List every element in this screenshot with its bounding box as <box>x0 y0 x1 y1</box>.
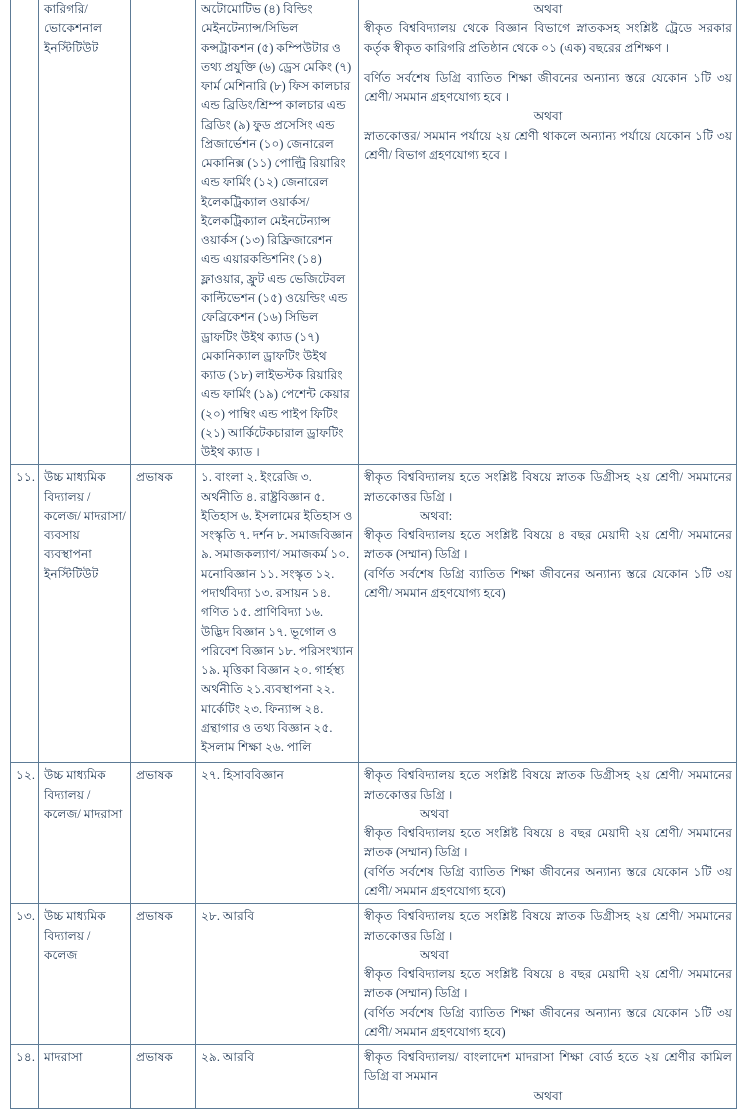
table-row <box>11 904 737 1045</box>
qual-line-or-1: অথবা <box>420 806 449 821</box>
cell-qualification <box>359 465 737 763</box>
cell-institution: কারিগরি/ ভোকেশনাল ইনস্টিটিউট <box>39 0 131 465</box>
qual-line-body-3: স্নাতকোত্তর/ সমমান পর্যায়ে ২য় শ্রেণী থাকলে অন্যান্য পর্যায়ে যেকোন ১টি ৩য় শ্রেণী/ বিভাগ গ্রহণযোগ্য হবে । <box>364 128 732 162</box>
cell-qualification <box>359 1045 737 1109</box>
qual-line-body-2: স্বীকৃত বিশ্ববিদ্যালয় হতে সংশ্লিষ্ট বিষয়ে ৪ বছর মেয়াদী ২য় শ্রেণী/ সমমানের স্নাতক (সম্মান) ডিগ্রি । <box>364 528 732 562</box>
cell-subjects: ২৯. আরবি <box>196 1045 359 1109</box>
qual-line-note: (বর্ণিত সর্বশেষ ডিগ্রি ব্যাতিত শিক্ষা জীবনের অন্যান্য স্তরে যেকোন ১টি ৩য় শ্রেণী/ সমমান গ্রহণযোগ্য হবে) <box>364 864 732 898</box>
cell-qualification <box>359 0 737 465</box>
cell-institution: উচ্চ মাধ্যমিক বিদ্যালয় / কলেজ <box>39 904 131 1045</box>
table-row <box>11 1045 737 1109</box>
qual-line-body-1: স্বীকৃত বিশ্ববিদ্যালয় হতে সংশ্লিষ্ট বিষয়ে স্নাতক ডিগ্রীসহ ২য় শ্রেণী/ সমমানের স্নাতকোত্তর ডিগ্রি । <box>364 768 732 802</box>
qual-line-note: (বর্ণিত সর্বশেষ ডিগ্রি ব্যাতিত শিক্ষা জীবনের অন্যান্য স্তরে যেকোন ১টি ৩য় শ্রেণী/ সমমান গ্রহণযোগ্য হবে) <box>364 566 732 600</box>
qual-line-body-1: স্বীকৃত বিশ্ববিদ্যালয় থেকে বিজ্ঞান বিভাগে স্নাতকসহ সংশ্লিষ্ট ট্রেডে সরকার কর্তৃক স্বীকৃত কারিগরি প্রতিষ্ঠান থেকে ০১ (এক) বছরের প্রশিক্ষণ । <box>364 21 732 55</box>
cell-serial <box>11 0 39 465</box>
qual-line-or-1: অথবা <box>533 2 563 16</box>
cell-post: প্রভাষক <box>131 465 196 763</box>
cell-subjects: ২৮. আরবি <box>196 904 359 1045</box>
cell-institution: উচ্চ মাধ্যমিক বিদ্যালয় / কলেজ/ মাদরাসা <box>39 763 131 904</box>
cell-subjects: অটোমোটিভ (৪) বিল্ডিং মেইনটেন্যান্স/সিভিল কন্সট্রাকশন (৫) কম্পিউটার ও তথ্য প্রযুক্তি (৬) ড্রেস মেকিং (৭) ফার্ম মেশিনারি (৮) ফিস কালচার এন্ড ব্রিডিং/শ্রিম্প কালচার এন্ড ব্রিডিং (৯) ফুড প্রসেসিং এন্ড প্রিজার্ভেশন (১০) জেনারেল মেকানিক্স (১১) পোল্ট্রি রিয়ারিং এন্ড ফার্মিং (১২) জেনারেল ইলেকট্রিক্যাল ওয়ার্কস/ ইলেকট্রিক্যাল মেইনটেন্যান্স ওয়ার্কস (১৩) রিফ্রিজারেশন এন্ড এয়ারকন্ডিশনিং (১৪) ফ্লাওয়ার, ফ্রুট এন্ড ভেজিটেবল কাল্টিভেশন (১৫) ওয়েল্ডিং এন্ড ফেব্রিকেশন (১৬) সিভিল ড্রাফটিং উইথ ক্যাড (১৭) মেকানিক্যাল ড্রাফটিং উইথ ক্যাড (১৮) লাইভস্টক রিয়ারিং এন্ড ফার্মিং (১৯) পেশেন্ট কেয়ার (২০) পাম্বিং এন্ড পাইপ ফিটিং (২১) আর্কিটেকচারাল ড্রাফটিং উইথ ক্যাড । <box>196 0 359 465</box>
cell-serial: ১২. <box>11 763 39 904</box>
table-row <box>11 763 737 904</box>
cell-serial: ১৪. <box>11 1045 39 1109</box>
cell-post <box>131 0 196 465</box>
qual-spacer <box>364 58 732 69</box>
cell-institution: মাদরাসা <box>39 1045 131 1109</box>
table-row <box>11 0 737 465</box>
qual-line-note: (বর্ণিত সর্বশেষ ডিগ্রি ব্যাতিত শিক্ষা জীবনের অন্যান্য স্তরে যেকোন ১টি ৩য় শ্রেণী/ সমমান গ্রহণযোগ্য হবে) <box>364 1005 732 1039</box>
cell-post: প্রভাষক <box>131 1045 196 1109</box>
cell-institution: উচ্চ মাধ্যমিক বিদ্যালয় / কলেজ/ মাদরাসা/ ব্যবসায় ব্যবস্থাপনা ইনস্টিটিউট <box>39 465 131 763</box>
cell-qualification <box>359 763 737 904</box>
qual-line-body-2: বর্ণিত সর্বশেষ ডিগ্রি ব্যাতিত শিক্ষা জীবনের অন্যান্য স্তরে যেকোন ১টি ৩য় শ্রেণী/ সমমান গ্রহণযোগ্য হবে । <box>364 70 732 105</box>
qual-line-or-1: অথবা <box>533 1088 563 1103</box>
cell-qualification <box>359 904 737 1045</box>
cell-serial: ১৩. <box>11 904 39 1045</box>
table-row <box>11 465 737 763</box>
qual-line-body-1: স্বীকৃত বিশ্ববিদ্যালয় হতে সংশ্লিষ্ট বিষয়ে স্নাতক ডিগ্রীসহ ২য় শ্রেণী/ সমমানের স্নাতকোত্তর ডিগ্রি । <box>364 470 732 504</box>
cell-serial: ১১. <box>11 465 39 763</box>
cell-post: প্রভাষক <box>131 904 196 1045</box>
qual-line-or-1: অথবা <box>420 947 449 962</box>
qual-line-body-1: স্বীকৃত বিশ্ববিদ্যালয় হতে সংশ্লিষ্ট বিষয়ে স্নাতক ডিগ্রীসহ ২য় শ্রেণী/ সমমানের স্নাতকোত্তর ডিগ্রি । <box>364 909 732 943</box>
qual-line-or-2: অথবা <box>533 109 563 124</box>
qual-line-body-1: স্বীকৃত বিশ্ববিদ্যালয়/ বাংলাদেশ মাদরাসা শিক্ষা বোর্ড হতে ২য় শ্রেণীর কামিল ডিগ্রি বা সমমান <box>364 1050 732 1084</box>
cell-post: প্রভাষক <box>131 763 196 904</box>
table-body <box>11 0 737 1108</box>
cell-subjects: ২৭. হিসাববিজ্ঞান <box>196 763 359 904</box>
qual-line-body-2: স্বীকৃত বিশ্ববিদ্যালয় হতে সংশ্লিষ্ট বিষয়ে ৪ বছর মেয়াদী ২য় শ্রেণী/ সমমানের স্নাতক (সম্মান) ডিগ্রি । <box>364 826 732 860</box>
qual-line-body-2: স্বীকৃত বিশ্ববিদ্যালয় হতে সংশ্লিষ্ট বিষয়ে ৪ বছর মেয়াদী ২য় শ্রেণী/ সমমানের স্নাতক (সম্মান) ডিগ্রি । <box>364 967 732 1001</box>
cell-subjects: ১. বাংলা ২. ইংরেজি ৩. অর্থনীতি ৪. রাষ্ট্রবিজ্ঞান ৫. ইতিহাস ৬. ইসলামের ইতিহাস ও সংস্কৃতি ৭. দর্শন ৮. সমাজবিজ্ঞান ৯. সমাজকল্যাণ/ সমাজকর্ম ১০. মনোবিজ্ঞান ১১. সংস্কৃত ১২. পদার্থবিদ্যা ১৩. রসায়ন ১৪. গণিত ১৫. প্রাণিবিদ্যা ১৬. উদ্ভিদ বিজ্ঞান ১৭. ভূগোল ও পরিবেশ বিজ্ঞান ১৮. পরিসংখ্যান ১৯. মৃত্তিকা বিজ্ঞান ২০. গার্হস্থ্য অর্থনীতি ২১.ব্যবস্থাপনা ২২. মার্কেটিং ২৩. ফিন্যান্স ২৪. গ্রন্থাগার ও তথ্য বিজ্ঞান ২৫. ইসলাম শিক্ষা ২৬. পালি <box>196 465 359 763</box>
qual-line-or-1: অথবা: <box>420 508 453 523</box>
qualification-table <box>10 0 737 1109</box>
